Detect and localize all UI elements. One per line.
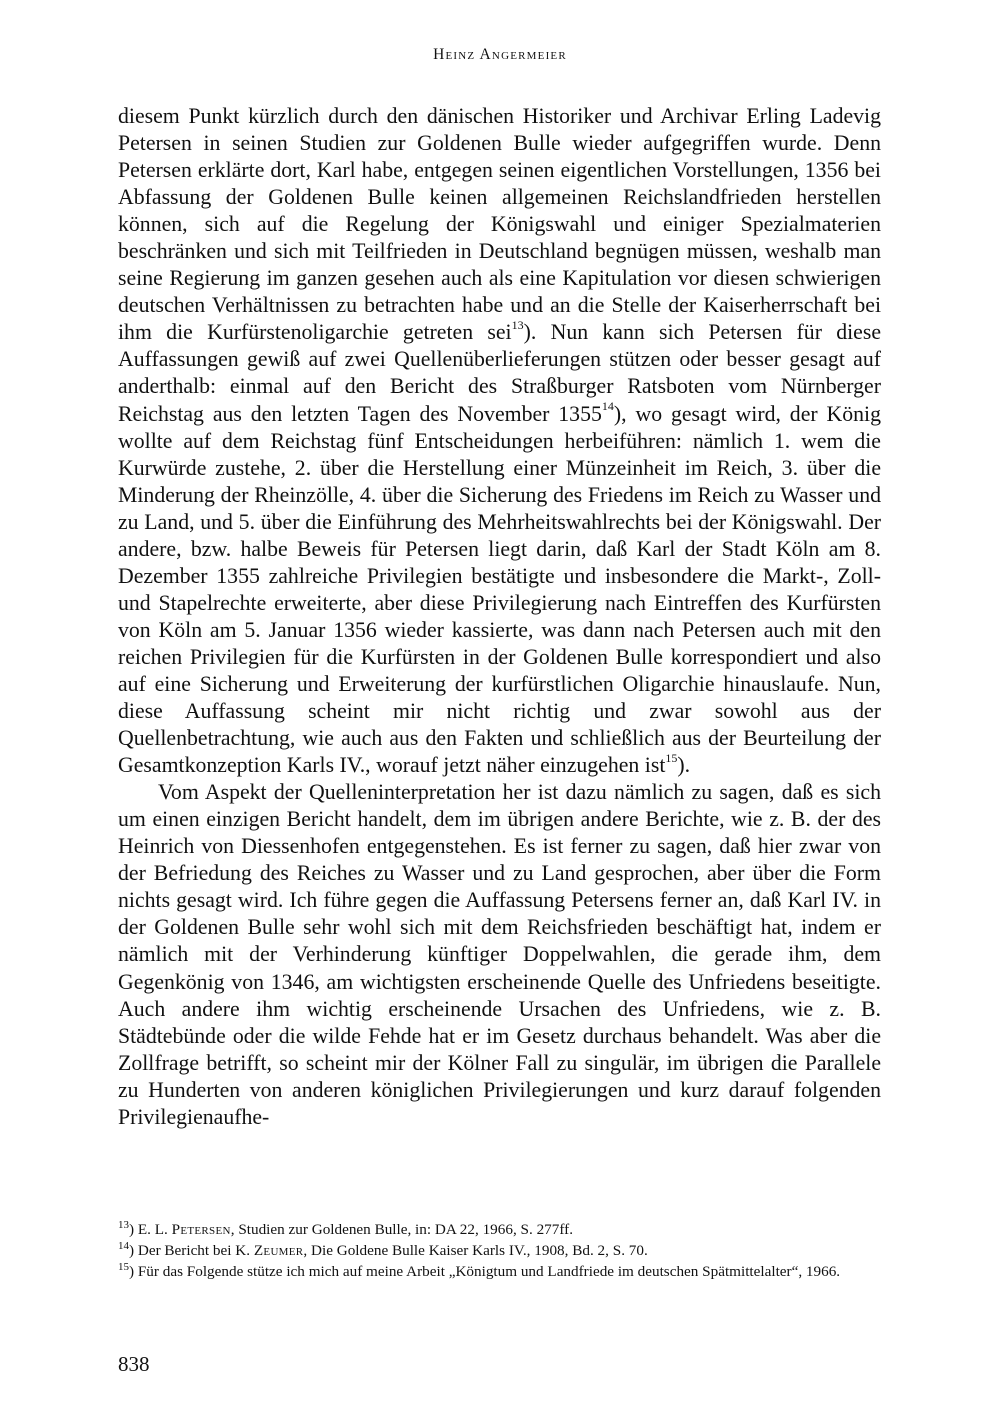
footnote-text: Für das Folgende stütze ich mich auf meine Arbeit „Königtum und Landfriede im deutschen Spätmittelalter“, 1966. [137, 1263, 841, 1280]
paragraph-text: diesem Punkt kürzlich durch den dänischen Historiker und Archivar Erling Ladevig Petersen in seinen Studien zur Goldenen Bulle wieder aufgegriffen wurde. Denn Petersen erklärte dort, Karl habe, entgegen seinen eigentlichen Vorstellungen, 1356 bei Abfassung der Goldenen Bulle keinen allgemeinen Reichslandfrieden herstellen können, sich auf die Regelung der Königswahl und einiger Spezialmaterien beschränken und sich mit Teilfrieden in Deutschland begnügen müssen, weshalb man seine Regierung im ganzen gesehen auch als eine Kapitulation vor diesen schwierigen deutschen Verhältnissen zu betrachten habe und an die Stelle der Kaiserherrschaft bei ihm die Kurfürstenoligarchie getreten sei [118, 104, 881, 345]
footnotes [118, 1219, 881, 1282]
running-head: Heinz Angermeier [433, 46, 567, 63]
footnote-number-paren: ) [129, 1221, 135, 1238]
footnote-number: 15 [118, 1260, 129, 1273]
footnote-number-paren: ) [129, 1242, 135, 1259]
footnote [118, 1219, 881, 1240]
footnote-number: 14 [118, 1239, 129, 1252]
footnote-text: , Die Goldene Bulle Kaiser Karls IV., 1908, Bd. 2, S. 70. [303, 1242, 648, 1259]
footnote-number-paren: ) [129, 1263, 135, 1280]
footnote-reference: 13 [511, 318, 524, 333]
paragraph-text: ). [677, 753, 691, 778]
paragraph-text: ), wo gesagt wird, der König wollte auf dem Reichstag fünf Entscheidungen herbeiführen: nämlich 1. wem die Kurwürde zustehe, 2. über die Herstellung einer Münzeinheit im Reich, 3. über die Minderung der Rheinzölle, 4. über die Sicherung des Friedens im Reich zu Wasser und zu Land, und 5. über die Einführung des Mehrheitswahlrechts bei der Königswahl. Der andere, bzw. halbe Beweis für Petersen liegt darin, daß Karl der Stadt Köln am 8. Dezember 1355 zahlreiche Privilegien bestätigte und insbesondere die Markt-, Zoll- und Stapelrechte erweiterte, aber diese Privilegierung nach Eintreffen des Kurfürsten von Köln am 5. Januar 1356 wieder kassierte, was dann nach Petersen auch mit den reichen Privilegien für die Kurfürsten in der Goldenen Bulle korrespondiert und also auf eine Sicherung und Erweiterung der kurfürstlichen Oligarchie hinauslaufe. Nun, diese Auffassung scheint mir nicht richtig und zwar sowohl aus der Quellenbetrachtung, wie auch aus den Fakten und schließlich aus der Beurteilung der Gesamtkonzeption Karls IV., worauf jetzt näher einzugehen ist [118, 401, 881, 778]
paragraph-text: Vom Aspekt der Quelleninterpretation her ist dazu nämlich zu sagen, daß es sich um einen einzigen Bericht handelt, dem im übrigen andere Berichte, wie z. B. der des Heinrich von Diessenhofen entgegenstehen. Es ist ferner zu sagen, daß hier zwar von der Befriedung des Reiches zu Wasser und zu Land gesprochen, aber über die Form nichts gesagt wird. Ich führe gegen die Auffassung Petersens ferner an, daß Karl IV. in der Goldenen Bulle sehr wohl sich mit dem Reichsfrieden beschäftigt hat, indem er nämlich mit der Verhinderung künftiger Doppelwahlen, die gerade ihm, dem Gegenkönig von 1346, am wichtigsten erscheinende Quelle des Unfriedens beseitigte. Auch andere ihm wichtig erscheinende Ursachen des Unfriedens, wie z. B. Städtebünde oder die wilde Fehde hat er im Gesetz durchaus behandelt. Was aber die Zollfrage betrifft, so scheint mir der Kölner Fall zu singulär, im übrigen die Parallele zu Hunderten von anderen königlichen Privilegierungen und kurz darauf folgenden Privilegienaufhe- [118, 780, 881, 1129]
page-number: 838 [118, 1352, 150, 1376]
footnote [118, 1261, 881, 1282]
footnote-reference: 14 [601, 399, 614, 414]
footnote-author: Zeumer [253, 1242, 304, 1259]
footnote-text: , Studien zur Goldenen Bulle, in: DA 22, 1966, S. 277ff. [230, 1221, 573, 1238]
footnote-reference: 15 [665, 750, 678, 765]
paragraph [118, 779, 881, 1131]
footnote-text: E. L. [137, 1221, 172, 1238]
footnote-author: Petersen [171, 1221, 231, 1238]
paragraph [118, 103, 881, 779]
footnote-text: Der Bericht bei K. [137, 1242, 254, 1259]
paragraph-text: ). Nun kann sich Petersen für diese Auffassungen gewiß auf zwei Quellenüberlieferungen stützen oder besser gesagt auf anderthalb: einmal auf den Bericht des Straßburger Ratsboten vom Nürnberger Reichstag aus den letzten Tagen des November 1355 [118, 320, 882, 426]
footnote-number: 13 [118, 1218, 129, 1231]
body-text [118, 103, 881, 1131]
footnote [118, 1240, 881, 1261]
